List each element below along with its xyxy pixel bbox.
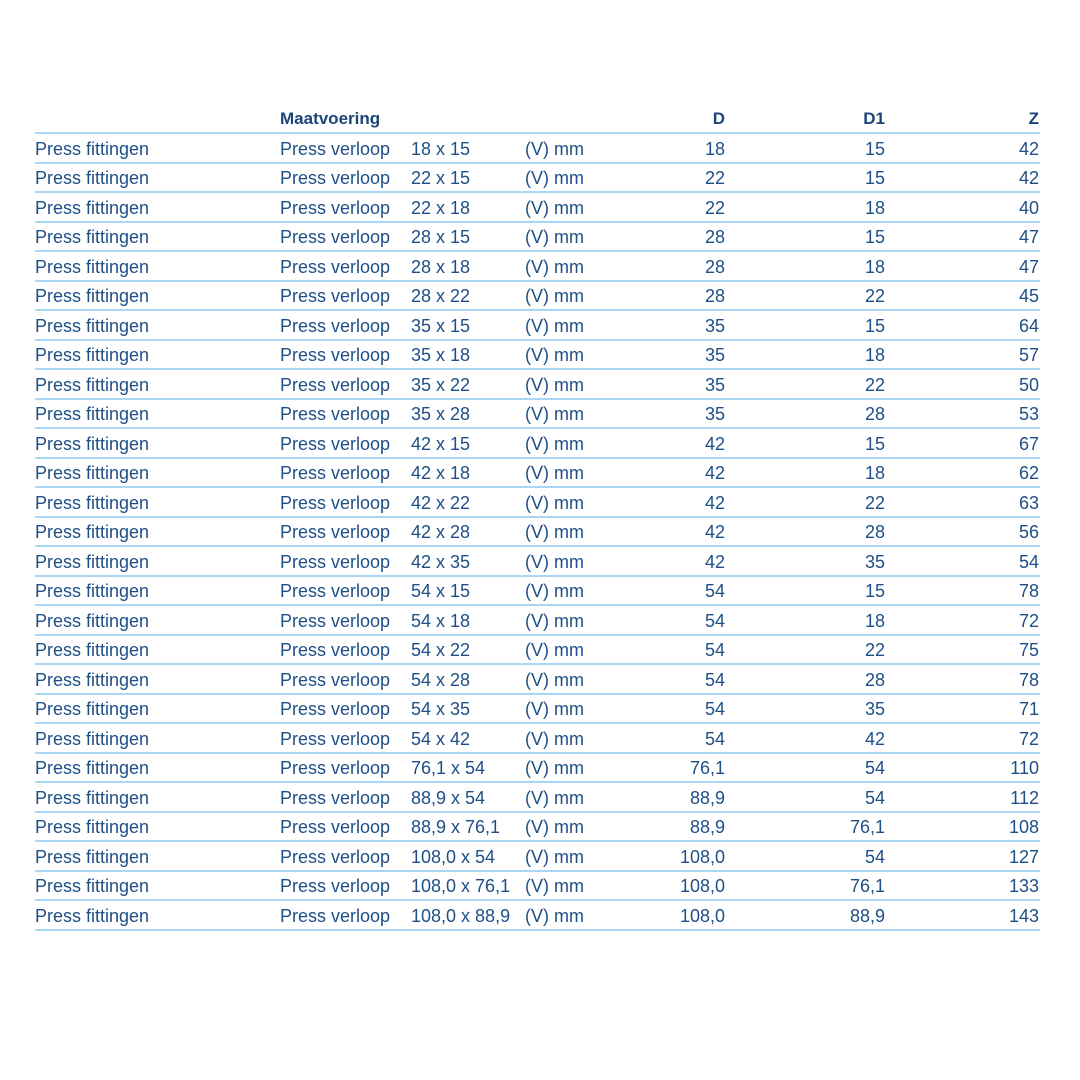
- header-d1: D1: [863, 109, 885, 128]
- cell-d1: 28: [864, 669, 885, 690]
- cell-z: 40: [1018, 197, 1039, 218]
- cell-category: Press fittingen: [35, 433, 150, 454]
- cell-article: Press verloop: [280, 669, 391, 690]
- table-row: [35, 842, 1040, 872]
- cell-d1: 15: [864, 138, 885, 159]
- cell-d: 42: [704, 522, 725, 542]
- table-row: [35, 311, 1040, 341]
- cell-unit: (V) mm: [525, 551, 584, 572]
- table-row: [35, 872, 1040, 902]
- cell-category: Press fittingen: [35, 699, 150, 719]
- cell-d1: 35: [864, 699, 885, 719]
- cell-category: Press fittingen: [35, 669, 150, 690]
- cell-category: Press fittingen: [35, 551, 150, 572]
- cell-d1: 15: [864, 581, 885, 601]
- cell-d: 54: [704, 640, 725, 660]
- table-row: [35, 665, 1040, 695]
- cell-d1: 88,9: [849, 905, 885, 926]
- cell-size: 54 x 35: [411, 699, 471, 719]
- cell-size: 28 x 15: [411, 227, 471, 247]
- cell-category: Press fittingen: [35, 522, 150, 542]
- cell-article: Press verloop: [280, 551, 391, 572]
- cell-article: Press verloop: [280, 433, 391, 454]
- cell-z: 133: [1008, 876, 1039, 896]
- cell-size: 42 x 28: [411, 522, 471, 542]
- table-row: [35, 901, 1040, 931]
- cell-d1: 54: [864, 846, 885, 867]
- cell-d1: 18: [864, 256, 885, 277]
- cell-article: Press verloop: [280, 876, 391, 896]
- cell-unit: (V) mm: [525, 374, 584, 395]
- cell-category: Press fittingen: [35, 286, 150, 306]
- table-row: [35, 636, 1040, 666]
- cell-category: Press fittingen: [35, 197, 150, 218]
- cell-size: 35 x 22: [411, 374, 471, 395]
- cell-category: Press fittingen: [35, 138, 150, 159]
- cell-d1: 15: [864, 168, 885, 188]
- cell-d: 54: [704, 728, 725, 749]
- cell-article: Press verloop: [280, 345, 391, 365]
- table-row: [35, 724, 1040, 754]
- cell-unit: (V) mm: [525, 787, 584, 808]
- table-row: [35, 488, 1040, 518]
- table-row: [35, 134, 1040, 164]
- cell-z: 56: [1018, 522, 1039, 542]
- table-row: [35, 341, 1040, 371]
- cell-z: 112: [1010, 787, 1039, 808]
- cell-category: Press fittingen: [35, 256, 150, 277]
- cell-d1: 42: [864, 728, 885, 749]
- cell-d: 54: [704, 699, 725, 719]
- table-header: [35, 107, 1040, 134]
- cell-size: 54 x 18: [411, 610, 471, 631]
- cell-size: 88,9 x 76,1: [411, 817, 501, 837]
- cell-article: Press verloop: [280, 374, 391, 395]
- cell-z: 71: [1018, 699, 1039, 719]
- cell-z: 67: [1018, 433, 1039, 454]
- cell-size: 108,0 x 88,9: [411, 905, 511, 926]
- cell-z: 143: [1008, 905, 1039, 926]
- cell-z: 57: [1018, 345, 1039, 365]
- table-row: [35, 695, 1040, 725]
- cell-size: 108,0 x 76,1: [411, 876, 511, 896]
- cell-z: 72: [1018, 728, 1039, 749]
- cell-category: Press fittingen: [35, 374, 150, 395]
- cell-unit: (V) mm: [525, 315, 584, 336]
- table-row: [35, 606, 1040, 636]
- cell-unit: (V) mm: [525, 640, 584, 660]
- cell-article: Press verloop: [280, 817, 391, 837]
- table-row: [35, 813, 1040, 843]
- cell-category: Press fittingen: [35, 640, 150, 660]
- cell-unit: (V) mm: [525, 699, 584, 719]
- cell-size: 22 x 15: [411, 168, 471, 188]
- cell-article: Press verloop: [280, 846, 391, 867]
- cell-d: 42: [704, 551, 725, 572]
- table-row: [35, 754, 1040, 784]
- cell-article: Press verloop: [280, 492, 391, 513]
- cell-category: Press fittingen: [35, 846, 150, 867]
- cell-article: Press verloop: [280, 197, 391, 218]
- cell-size: 88,9 x 54: [411, 787, 486, 808]
- cell-category: Press fittingen: [35, 758, 150, 778]
- cell-d1: 15: [864, 433, 885, 454]
- cell-d: 28: [704, 227, 725, 247]
- cell-size: 42 x 18: [411, 463, 471, 483]
- cell-category: Press fittingen: [35, 463, 150, 483]
- cell-size: 54 x 42: [411, 728, 471, 749]
- cell-unit: (V) mm: [525, 846, 584, 867]
- cell-unit: (V) mm: [525, 404, 584, 424]
- cell-unit: (V) mm: [525, 817, 584, 837]
- cell-category: Press fittingen: [35, 787, 150, 808]
- table-body: [35, 134, 1040, 931]
- cell-d: 18: [704, 138, 725, 159]
- cell-d1: 76,1: [849, 876, 885, 896]
- cell-z: 50: [1018, 374, 1039, 395]
- cell-article: Press verloop: [280, 640, 391, 660]
- cell-size: 54 x 15: [411, 581, 471, 601]
- cell-d: 35: [704, 374, 725, 395]
- cell-z: 45: [1018, 286, 1039, 306]
- cell-category: Press fittingen: [35, 315, 150, 336]
- cell-d: 35: [704, 345, 725, 365]
- cell-article: Press verloop: [280, 138, 391, 159]
- cell-article: Press verloop: [280, 581, 391, 601]
- cell-size: 54 x 28: [411, 669, 471, 690]
- cell-category: Press fittingen: [35, 227, 150, 247]
- cell-category: Press fittingen: [35, 610, 150, 631]
- cell-article: Press verloop: [280, 522, 391, 542]
- cell-article: Press verloop: [280, 227, 391, 247]
- cell-article: Press verloop: [280, 728, 391, 749]
- cell-d1: 54: [864, 758, 885, 778]
- cell-d1: 35: [864, 551, 885, 572]
- cell-unit: (V) mm: [525, 610, 584, 631]
- cell-unit: (V) mm: [525, 758, 584, 778]
- cell-d1: 22: [864, 640, 885, 660]
- cell-unit: (V) mm: [525, 522, 584, 542]
- cell-size: 54 x 22: [411, 640, 471, 660]
- cell-size: 42 x 35: [411, 551, 471, 572]
- cell-d1: 76,1: [849, 817, 885, 837]
- cell-d1: 22: [864, 374, 885, 395]
- cell-unit: (V) mm: [525, 876, 584, 896]
- cell-category: Press fittingen: [35, 728, 150, 749]
- cell-d: 76,1: [689, 758, 725, 778]
- cell-d: 54: [704, 581, 725, 601]
- table-row: [35, 400, 1040, 430]
- cell-unit: (V) mm: [525, 728, 584, 749]
- cell-d1: 28: [864, 404, 885, 424]
- cell-unit: (V) mm: [525, 669, 584, 690]
- cell-unit: (V) mm: [525, 197, 584, 218]
- table-row: [35, 252, 1040, 282]
- cell-article: Press verloop: [280, 168, 391, 188]
- cell-d: 42: [704, 433, 725, 454]
- cell-d1: 18: [864, 463, 885, 483]
- cell-d: 88,9: [689, 817, 725, 837]
- cell-unit: (V) mm: [525, 227, 584, 247]
- cell-d: 28: [704, 286, 725, 306]
- cell-article: Press verloop: [280, 787, 391, 808]
- cell-z: 62: [1018, 463, 1039, 483]
- cell-z: 47: [1018, 227, 1039, 247]
- table-row: [35, 193, 1040, 223]
- cell-category: Press fittingen: [35, 492, 150, 513]
- table-row: [35, 783, 1040, 813]
- cell-d: 108,0: [679, 876, 725, 896]
- cell-category: Press fittingen: [35, 581, 150, 601]
- table-row: [35, 282, 1040, 312]
- cell-d: 108,0: [679, 846, 725, 867]
- cell-unit: (V) mm: [525, 138, 584, 159]
- cell-unit: (V) mm: [525, 345, 584, 365]
- cell-unit: (V) mm: [525, 463, 584, 483]
- cell-z: 64: [1018, 315, 1039, 336]
- cell-d1: 15: [864, 227, 885, 247]
- cell-d1: 18: [864, 610, 885, 631]
- cell-z: 78: [1018, 669, 1039, 690]
- table-row: [35, 164, 1040, 194]
- cell-z: 54: [1018, 551, 1039, 572]
- cell-size: 76,1 x 54: [411, 758, 486, 778]
- cell-article: Press verloop: [280, 286, 391, 306]
- cell-size: 108,0 x 54: [411, 846, 496, 867]
- cell-size: 35 x 28: [411, 404, 471, 424]
- cell-unit: (V) mm: [525, 492, 584, 513]
- cell-unit: (V) mm: [525, 433, 584, 454]
- table-row: [35, 577, 1040, 607]
- cell-z: 78: [1018, 581, 1039, 601]
- cell-d: 108,0: [679, 905, 725, 926]
- cell-d1: 15: [864, 315, 885, 336]
- cell-size: 18 x 15: [411, 138, 471, 159]
- cell-d1: 28: [864, 522, 885, 542]
- cell-category: Press fittingen: [35, 345, 150, 365]
- cell-size: 35 x 18: [411, 345, 471, 365]
- table-row: [35, 223, 1040, 253]
- cell-d: 42: [704, 492, 725, 513]
- cell-z: 47: [1018, 256, 1039, 277]
- table-row: [35, 459, 1040, 489]
- cell-article: Press verloop: [280, 905, 391, 926]
- cell-d: 54: [704, 610, 725, 631]
- cell-unit: (V) mm: [525, 581, 584, 601]
- cell-z: 75: [1018, 640, 1039, 660]
- cell-category: Press fittingen: [35, 404, 150, 424]
- cell-z: 127: [1008, 846, 1039, 867]
- cell-d: 22: [704, 197, 725, 218]
- cell-d: 88,9: [689, 787, 725, 808]
- cell-z: 110: [1010, 758, 1039, 778]
- header-d: D: [712, 109, 725, 128]
- cell-article: Press verloop: [280, 256, 391, 277]
- cell-size: 42 x 15: [411, 433, 471, 454]
- cell-unit: (V) mm: [525, 905, 584, 926]
- table-row: [35, 518, 1040, 548]
- cell-d1: 22: [864, 286, 885, 306]
- fittings-table: [35, 107, 1040, 931]
- cell-z: 42: [1018, 168, 1039, 188]
- cell-article: Press verloop: [280, 315, 391, 336]
- cell-z: 63: [1018, 492, 1039, 513]
- cell-size: 22 x 18: [411, 197, 471, 218]
- cell-article: Press verloop: [280, 699, 391, 719]
- cell-category: Press fittingen: [35, 905, 150, 926]
- cell-z: 72: [1018, 610, 1039, 631]
- cell-d: 28: [704, 256, 725, 277]
- cell-size: 42 x 22: [411, 492, 471, 513]
- cell-article: Press verloop: [280, 610, 391, 631]
- cell-size: 35 x 15: [411, 315, 471, 336]
- cell-z: 108: [1008, 817, 1039, 837]
- cell-size: 28 x 18: [411, 256, 471, 277]
- cell-d1: 22: [864, 492, 885, 513]
- cell-d1: 18: [864, 345, 885, 365]
- table-row: [35, 370, 1040, 400]
- header-z: Z: [1028, 109, 1039, 128]
- cell-d1: 18: [864, 197, 885, 218]
- cell-z: 53: [1018, 404, 1039, 424]
- cell-article: Press verloop: [280, 463, 391, 483]
- cell-category: Press fittingen: [35, 817, 150, 837]
- cell-category: Press fittingen: [35, 168, 150, 188]
- cell-d: 35: [704, 315, 725, 336]
- cell-unit: (V) mm: [525, 286, 584, 306]
- table-row: [35, 547, 1040, 577]
- cell-category: Press fittingen: [35, 876, 150, 896]
- cell-d: 42: [704, 463, 725, 483]
- cell-d: 22: [704, 168, 725, 188]
- cell-z: 42: [1018, 138, 1039, 159]
- cell-d1: 54: [864, 787, 885, 808]
- cell-article: Press verloop: [280, 758, 391, 778]
- table-row: [35, 429, 1040, 459]
- header-maatvoering: Maatvoering: [280, 109, 381, 128]
- cell-unit: (V) mm: [525, 256, 584, 277]
- cell-article: Press verloop: [280, 404, 391, 424]
- cell-d: 54: [704, 669, 725, 690]
- cell-d: 35: [704, 404, 725, 424]
- cell-size: 28 x 22: [411, 286, 471, 306]
- cell-unit: (V) mm: [525, 168, 584, 188]
